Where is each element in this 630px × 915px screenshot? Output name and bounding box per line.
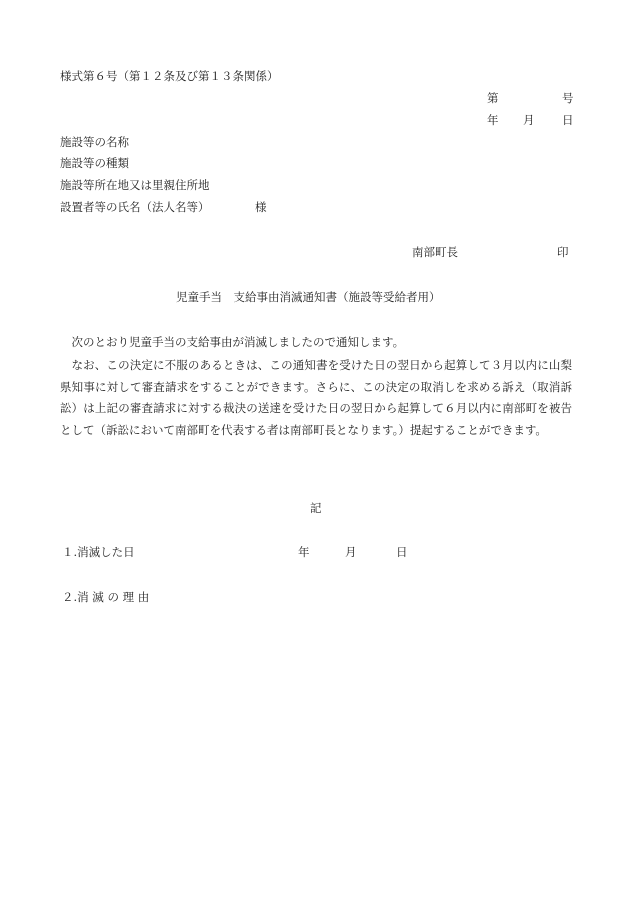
- item-2-label: ２.消 滅 の 理 由: [62, 590, 150, 604]
- body-paragraph-2: なお、この決定に不服のあるときは、この通知書を受けた日の翌日から起算して３月以内に山梨県知事に対して審査請求をすることができます。さらに、この決定の取消しを求める訴え（取消訴訟）は上記の審査請求に対する裁決の送達を受けた日の翌日から起算して６月以内に南部町を被告として（訴訟において南部町を代表する者は南部町長となります。）提起することができます。: [60, 358, 572, 437]
- issuer-mayor: 南部町長: [412, 245, 458, 259]
- date-day: 日: [562, 113, 574, 127]
- honorific: 様: [255, 200, 267, 214]
- facility-type-label: 施設等の種類: [60, 156, 129, 170]
- item-1-day: 日: [396, 545, 408, 559]
- date-year: 年: [487, 113, 499, 127]
- item-1-month: 月: [345, 545, 357, 559]
- date-month: 月: [523, 113, 535, 127]
- doc-number-suffix: 号: [562, 91, 574, 105]
- ki-heading: 記: [310, 501, 322, 515]
- facility-name-label: 施設等の名称: [60, 135, 129, 149]
- issuer-seal: 印: [557, 245, 569, 259]
- item-1-label: １.消滅した日: [62, 545, 135, 559]
- founder-name-label: 設置者等の氏名（法人名等）: [60, 200, 210, 214]
- document-title: 児童手当 支給事由消滅通知書（施設等受給者用）: [176, 290, 441, 304]
- doc-number-prefix: 第: [487, 91, 499, 105]
- form-number: 様式第６号（第１２条及び第１３条関係）: [60, 69, 279, 83]
- item-1-year: 年: [298, 545, 310, 559]
- facility-address-label: 施設等所在地又は里親住所地: [60, 178, 210, 192]
- body-paragraph-1: 次のとおり児童手当の支給事由が消滅しましたので通知します。: [71, 335, 405, 349]
